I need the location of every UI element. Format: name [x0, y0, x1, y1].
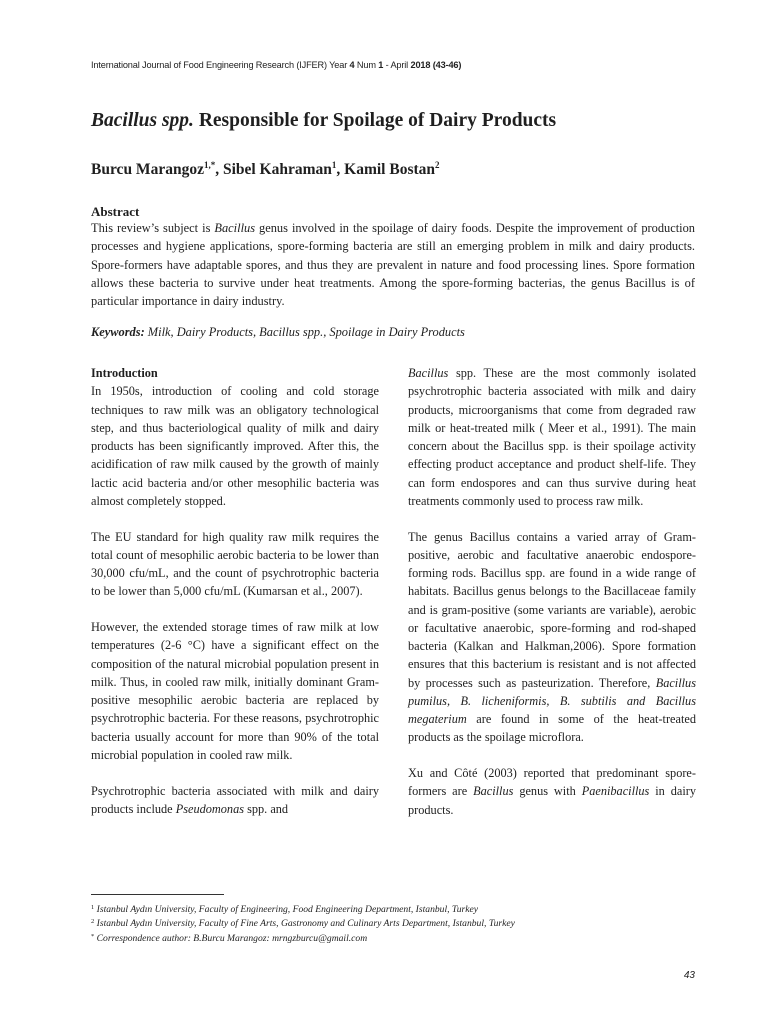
author-affiliation-mark: 2	[435, 160, 440, 170]
num-label: Num	[354, 60, 379, 70]
abstract-heading: Abstract	[91, 204, 140, 219]
journal-volume: 4	[349, 60, 355, 70]
footnote-correspondence: * Correspondence author: B.Burcu Marangoz: mrngzburcu@gmail.com	[91, 932, 368, 944]
introduction-heading: Introduction	[91, 366, 158, 380]
journal-name: International Journal of Food Engineering Research (IJFER) Year	[91, 60, 350, 70]
intro-paragraph-2: The EU standard for high quality raw milk requires the total count of mesophilic aerobic bacteria to be lower than 30,000 cfu/mL, and the count of psychrotrophic bacteria to be lower than 5,000 cfu/mL (Kumarsan et al., 2007).	[91, 529, 379, 599]
intro-paragraph-6: The genus Bacillus contains a varied array of Gram-positive, aerobic and facultative anaerobic endospore- forming rods. Bacillus spp. are found in a wide range of habitats. Bacillus genus belongs to the Bacillaceae family and is gram-positive (some variants are variable), aerobic or facultative anaerobic, spore-forming and rod-shaped bacteria (Kalkan and Halkman,2006). Spore formation ensures that this bacterium is resistant and is not affected by processes such as pasteurization. Therefore, Bacillus pumilus, B. licheniformis, B. subtilis and Bacillus megaterium are found in some of the heat-treated products as the spoilage microflora.	[408, 529, 696, 745]
right-column	[408, 364, 696, 836]
footnotes	[91, 902, 711, 945]
keywords-label: Keywords:	[91, 325, 145, 339]
issue-month: - April	[383, 60, 411, 70]
page-range: (43-46)	[432, 60, 462, 70]
intro-paragraph-1: In 1950s, introduction of cooling and cold storage techniques to raw milk was an obligatory technological step, and thus bacteriological quality of milk and dairy products has been significantly improved. After this, the acidification of raw milk caused by the growth of mainly lactic acid bacteria and/or other mesophilic bacteria was almost completely stopped.	[91, 384, 379, 508]
title-text: Responsible for Spoilage of Dairy Products	[193, 110, 557, 131]
author-affiliation-mark: 1,*	[203, 160, 216, 170]
footnote-divider	[91, 894, 224, 895]
keywords-text: Milk, Dairy Products, Bacillus spp., Spoilage in Dairy Products	[144, 325, 465, 339]
intro-paragraph-3: However, the extended storage times of raw milk at low temperatures (2-6 °C) have a significant effect on the composition of the natural microbial population present in milk. Thus, in cooled raw milk, initially dominant Gram-positive mesophilic aerobic bacteria are replaced by psychrotrophic bacteria. For these reasons, psychrotrophic bacteria usually account for more than 90% of the total microbial population in cooled raw milk.	[91, 620, 379, 762]
author-list: Burcu Marangoz$^{1,*}$, Sibel Kahraman$^1$, Kamil Bostan$^2$	[91, 160, 440, 178]
author-affiliation-mark: 1	[331, 160, 337, 170]
title-genus: Bacillus spp.	[91, 110, 194, 131]
author-name: Kamil Bostan	[344, 161, 436, 178]
author-name: Burcu Marangoz	[91, 161, 204, 178]
footnote-affiliation-1: $^1$ Istanbul Aydın University, Faculty of Engineering, Food Engineering Department, Istanbul, Turkey	[91, 904, 479, 915]
intro-paragraph-7: Xu and Côté (2003) reported that predominant spore-formers are Bacillus genus with Paenibacillus in dairy products.	[408, 766, 697, 817]
left-column	[91, 364, 379, 836]
keywords-line	[91, 325, 711, 340]
intro-paragraph-5: Bacillus spp. These are the most commonly isolated psychrotrophic bacteria associated with milk and dairy products, microorganisms that come from degraded raw milk or heat-treated milk ( Meer et al., 1991). The main concern about the Bacillus spp. is their spoilage activity effecting product acceptance and product shelf-life. They can form endospores and can thus survive during heat treatments commonly used to process raw milk.	[408, 366, 696, 508]
journal-number: 1	[378, 60, 384, 70]
paper-title	[91, 110, 711, 132]
abstract-text: This review’s subject is Bacillus genus involved in the spoilage of dairy foods. Despite the improvement of production processes and hygiene applications, spore-forming bacteria are still an emerging problem in milk and dairy products. Spore-formers have adaptable spores, and thus they are prevalent in nature and food processing lines. Spore formation allows these bacteria to survive under heat treatments. Among the spore-forming bacterias, the genus Bacillus is of particular importance in dairy industry.	[91, 221, 695, 309]
footnote-affiliation-2: $^2$ Istanbul Aydın University, Faculty of Fine Arts, Gastronomy and Culinary Arts Department, Istanbul, Turkey	[91, 918, 515, 930]
page-number: 43	[683, 970, 695, 981]
author-name: Sibel Kahraman	[222, 161, 332, 178]
journal-header	[91, 60, 691, 70]
issue-year: 2018	[410, 60, 431, 70]
intro-paragraph-4: Psychrotrophic bacteria associated with milk and dairy products include Pseudomonas spp. and	[91, 783, 379, 816]
